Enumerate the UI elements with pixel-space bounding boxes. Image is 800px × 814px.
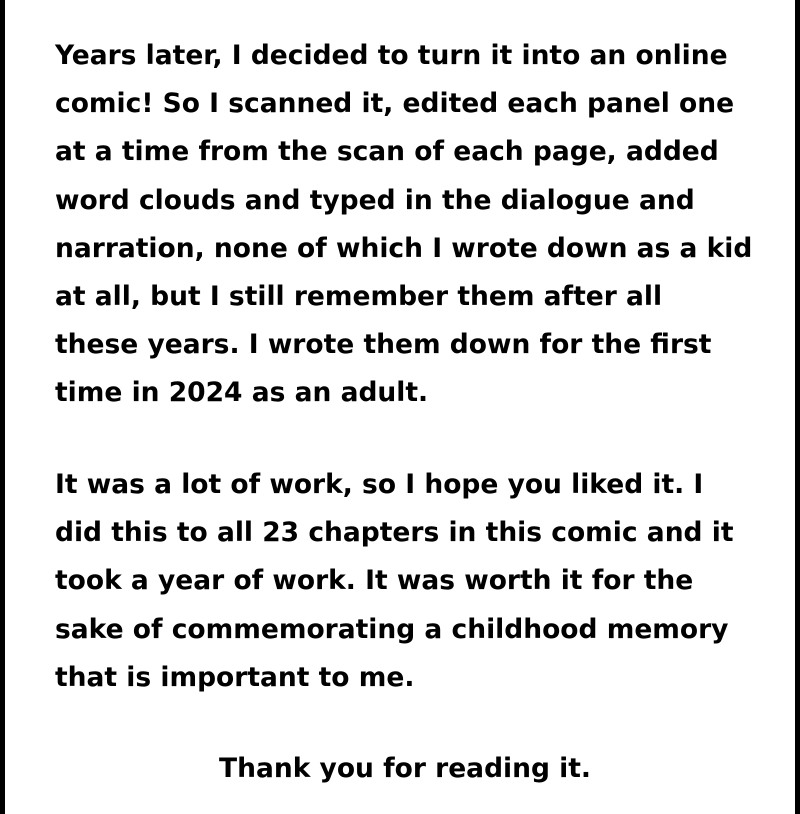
text-line: Years later, I decided to turn it into an online xyxy=(55,40,728,71)
text-line: that is important to me. xyxy=(55,661,415,693)
text-line: at all, but I still remember them after all xyxy=(55,281,663,313)
text-line: took a year of work. It was worth it for the xyxy=(55,565,694,597)
text-line: comic! So I scanned it, edited each panel one xyxy=(55,88,735,120)
text-line: word clouds and typed in the dialogue and xyxy=(55,184,695,216)
text-line: sake of commemorating a childhood memory xyxy=(55,613,729,645)
paragraph-lot-of-work xyxy=(55,461,755,702)
paragraph-years-later xyxy=(55,32,755,418)
text-line: narration, none of which I wrote down as a kid xyxy=(55,232,753,264)
closing-thanks: Thank you for reading it. xyxy=(219,753,591,784)
text-line: did this to all 23 chapters in this comic and it xyxy=(55,517,734,549)
text-line: at a time from the scan of each page, added xyxy=(55,136,719,168)
text-line: It was a lot of work, so I hope you liked it. I xyxy=(55,469,704,500)
text-line: these years. I wrote them down for the first xyxy=(55,329,712,361)
text-line: time in 2024 as an adult. xyxy=(55,377,429,409)
